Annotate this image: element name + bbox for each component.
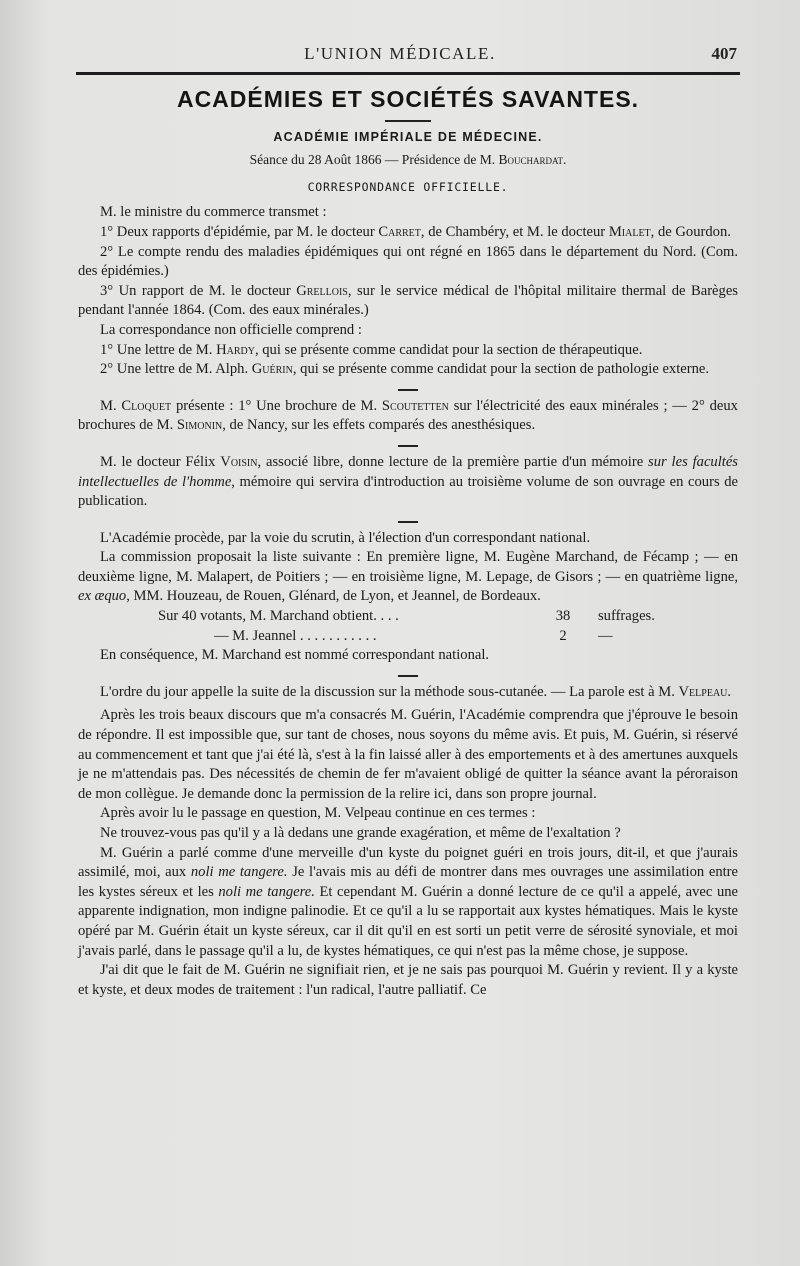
separator-dash — [398, 389, 418, 391]
academy-name: ACADÉMIE IMPÉRIALE DE MÉDECINE. — [273, 129, 543, 144]
separator-dash — [398, 675, 418, 677]
running-head — [0, 44, 800, 70]
header-rule — [76, 72, 740, 75]
velpeau-transition: Après avoir lu le passage en question, M. Velpeau continue en ces termes : — [100, 805, 536, 822]
article-body — [78, 86, 739, 1000]
order-of-day: L'ordre du jour appelle la suite de la discussion sur la méthode sous-cutanée. — La parole est à M. Velpeau. — [100, 683, 732, 700]
velpeau-speech-4: J'ai dit que le fait de M. Guérin ne signifiait rien, et je ne sais pas pourquoi M. Guérin y revient. Il y a kyste et kyste, et deux modes de traitement : l'un radical, l'autre palliatif. Ce — [78, 962, 738, 998]
unofficial-item-1: 1° Une lettre de M. Hardy, qui se présente comme candidat pour la section de thérapeutique. — [100, 341, 643, 358]
session-president: Bouchardat. — [498, 152, 567, 168]
official-item-2: 2° Le compte rendu des maladies épidémiques qui ont régné en 1865 dans le département du Nord. (Com. des épidémies.) — [78, 243, 738, 280]
velpeau-speech-1: Après les trois beaux discours que m'a consacrés M. Guérin, l'Académie comprendra que j'éprouve le besoin de répondre. Il est impossible que, sur tant de choses, nous soyons du même avis. Et puis, M. Guérin, si réservé au commencement et tant que j'ai été là, s'est à la fin laissé aller à des emportements et à des amertunes auxquels je ne m'attendais pas. Des nécessités de chemin de fer m'avaient obligé de quitter la séance avant la péroraison de mon collègue. Je demande donc la permission de la relire ici, dans son propre journal. — [78, 707, 738, 802]
election-result: En conséquence, M. Marchand est nommé correspondant national. — [100, 647, 490, 664]
vote-row: Sur 40 votants, M. Marchand obtient. . . . 38 suffrages. — [158, 608, 655, 625]
election-intro: L'Académie procède, par la voie du scrutin, à l'élection d'un correspondant national. — [100, 529, 591, 546]
title-rule — [385, 120, 431, 122]
official-item-1: 1° Deux rapports d'épidémie, par M. le docteur Carret, de Chambéry, et M. le docteur Mialet, de Gourdon. — [100, 223, 731, 240]
section-title: ACADÉMIES ET SOCIÉTÉS SAVANTES. — [176, 86, 640, 112]
separator-dash — [398, 445, 418, 447]
official-intro: M. le ministre du commerce transmet : — [100, 204, 327, 221]
vote-results — [158, 607, 738, 646]
official-item-3: 3° Un rapport de M. le docteur Grellois, sur le service médical de l'hôpital militaire thermal de Barèges pendant l'année 1864. (Com. des eaux minérales.) — [78, 282, 738, 319]
cloquet-paragraph: M. Cloquet présente : 1° Une brochure de M. Scoutetten sur l'électricité des eaux minérales ; — 2° deux brochures de M. Simonin, de Nancy, sur les effets comparés des anesthésiques. — [78, 397, 738, 434]
velpeau-speech-3: M. Guérin a parlé comme d'une merveille d'un kyste du poignet guéri en trois jours, dit-il, et que j'aurais assimilé, moi, aux noli me tangere. Je l'avais mis au défi de montrer dans mes ouvrages une assimilation entre les kystes séreux et les noli me tangere. Et cependant M. Guérin a donné lecture de ce qu'il a appelé, avec une apparente indignation, mon indigne palinodie. Et ce qu'il a lu se rapportait aux kystes hématiques. Mais le kyste opéré par M. Guérin était un kyste séreux, car il dit qu'il en est sorti un petit verre de sérosité synoviale, et moi j'avais parlé, dans le passage qu'il a lu, de kystes hématiques, ce qui n'est pas la même chose, je suppose. — [78, 844, 739, 959]
election-list: La commission proposait la liste suivante : En première ligne, M. Eugène Marchand, de Fécamp ; — en deuxième ligne, M. Malapert, de Poitiers ; — en troisième ligne, M. Lepage, de Gisors ; — en quatrième ligne, ex æquo, MM. Houzeau, de Rouen, Glénard, de Lyon, et Jeannel, de Bordeaux. — [78, 549, 738, 605]
journal-title: L'UNION MÉDICALE. — [304, 44, 496, 63]
vote-row: — M. Jeannel . . . . . . . . . . . 2 — — [214, 627, 613, 644]
official-correspondence-heading: CORRESPONDANCE OFFICIELLE. — [307, 179, 509, 194]
session-date: Séance du 28 Août 1866 — Présidence de M. — [249, 152, 496, 168]
unofficial-item-2: 2° Une lettre de M. Alph. Guérin, qui se présente comme candidat pour la section de pathologie externe. — [100, 361, 710, 378]
velpeau-speech-2: Ne trouvez-vous pas qu'il y a là dedans une grande exagération, et même de l'exaltation ? — [100, 825, 621, 841]
voisin-paragraph: M. le docteur Félix Voisin, associé libre, donne lecture de la première partie d'un mémoire sur les facultés intellectuelles de l'homme, mémoire qui servira d'introduction au troisième volume de son ouvrage en cours de publication. — [78, 453, 738, 510]
separator-dash — [398, 521, 418, 523]
page-number: 407 — [711, 44, 737, 63]
session-line — [78, 150, 738, 170]
unofficial-intro: La correspondance non officielle comprend : — [100, 321, 362, 338]
